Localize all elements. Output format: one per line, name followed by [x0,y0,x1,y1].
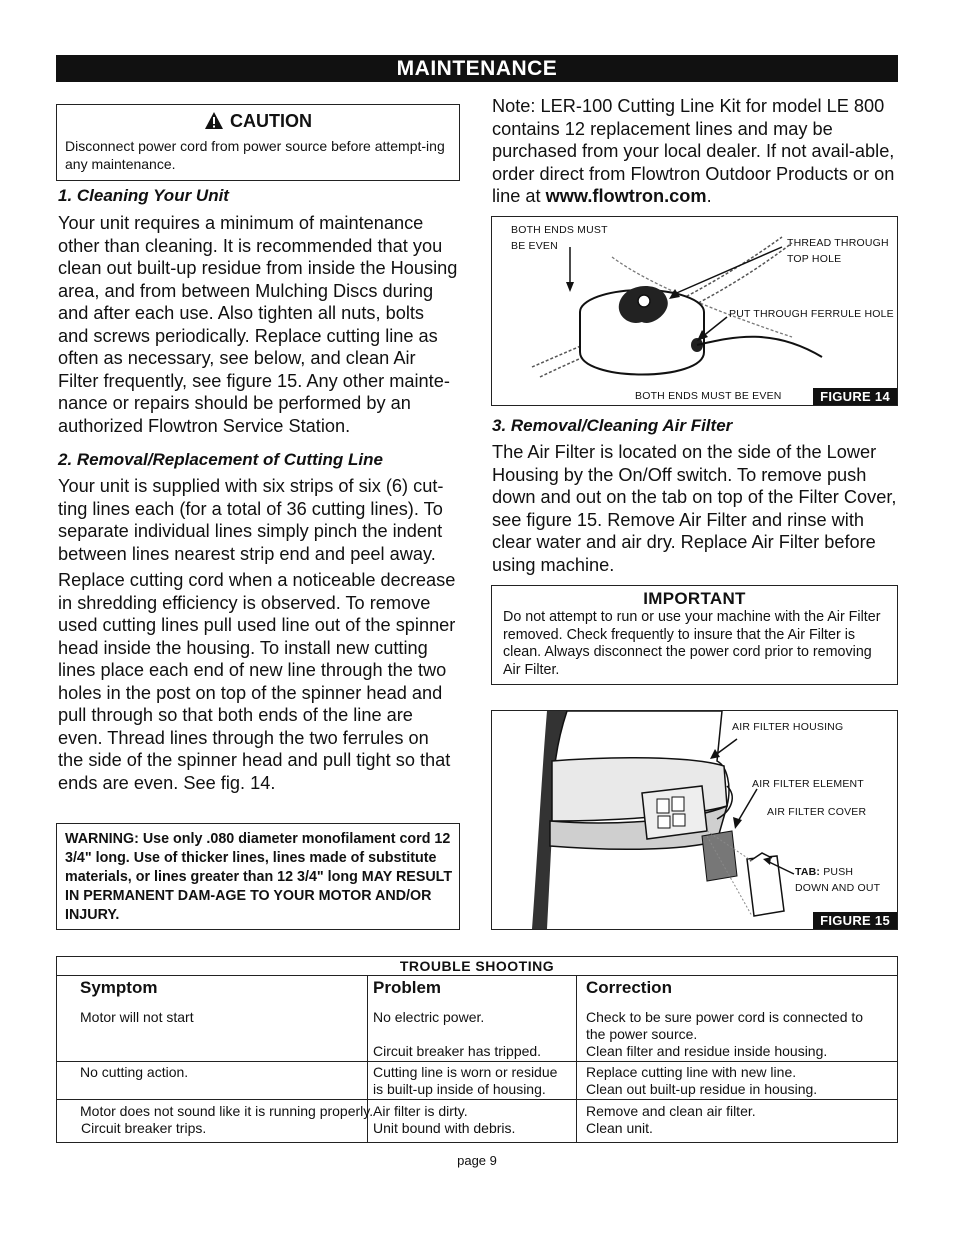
row2-problem-2: is built-up inside of housing. [373,1081,546,1097]
caution-text: Disconnect power cord from power source before attempt-ing any maintenance. [65,138,445,172]
row3-problem-2: Unit bound with debris. [373,1120,516,1136]
caution-box [56,104,460,181]
section-1-body: Your unit requires a minimum of maintenance other than cleaning. It is recommended that you clean out built-up residue from inside the Housing area, and from between Mulching Discs during and after each use. Also tighten all nuts, bolts and screws periodically. Replace cutting line as often as necessary, see below, and clean Air Filter frequently, see figure 15. Any other mainte-nance or repairs should be performed by an authorized Flowtron Service Station. [58,213,458,436]
fig14-label-thread [787,235,889,267]
row2-symptom: No cutting action. [80,1064,189,1080]
fig15-label-tab-bold: TAB: [795,866,821,878]
page-number: page 9 [457,1153,497,1168]
fig15-label-tab-line2: DOWN AND OUT [795,882,881,894]
row3-problem-1: Air filter is dirty. [373,1103,468,1119]
fig15-label-element: AIR FILTER ELEMENT [752,778,864,790]
fig15-label-tab-rest: PUSH [820,866,854,878]
row-divider [57,1099,897,1100]
air-filter-illustration [492,711,897,929]
important-title: IMPORTANT [643,589,746,608]
section-2-body-2: Replace cutting cord when a noticeable decrease in shredding efficiency is observed. To remove used cutting lines pull used line out of the spinner head inside the housing. To install new cutting lines place each end of new line through the two holes in the post on top of the spinner head and pull through so that both ends of the line are even. Thread lines through the two ferrules on the side of the spinner head and pull tight so that ends are even. See fig. 14. [58,570,456,793]
section-banner: MAINTENANCE [56,55,898,82]
note-text: Note: LER-100 Cutting Line Kit for model LE 800 contains 12 replacement lines and may be purchased from your local dealer. If not avail-able, order direct from Flowtron Outdoor Products or on line at [492,96,895,206]
fig15-label-cover: AIR FILTER COVER [767,806,867,818]
row1-correction-2: the power source. [586,1026,698,1042]
fig14-label-both-ends [511,222,608,254]
section-3-body: The Air Filter is located on the side of the Lower Housing by the On/Off switch. To remove push down and out on the tab on top of the Filter Cover, see figure 15. Remove Air Filter and rinse with clear water and air dry. Replace Air Filter before using machine. [492,442,897,575]
note-paragraph [492,95,896,208]
fig14-label-thread-line1: THREAD THROUGH [787,237,889,249]
important-text: Do not attempt to run or use your machine with the Air Filter removed. Check frequently to insure that the Air Filter is clean. Always disconnect the power cord prior to removing Air Filter. [503,609,881,678]
warning-box [56,823,460,930]
row2-correction-2: Clean out built-up residue in housing. [586,1081,818,1097]
row3-correction-2: Clean unit. [586,1120,653,1136]
warning-triangle-icon [204,111,224,130]
row2-correction-1: Replace cutting line with new line. [586,1064,797,1080]
row1-problem-1: No electric power. [373,1009,485,1025]
row1-problem-2: Circuit breaker has tripped. [373,1043,542,1059]
fig15-label-tab-line1 [795,864,880,880]
section-2-heading: 2. Removal/Replacement of Cutting Line [58,450,383,469]
row3-correction-1: Remove and clean air filter. [586,1103,756,1119]
section-2-body-1: Your unit is supplied with six strips of six (6) cut-ting lines each (for a total of 36 cutting lines). To separate individual lines simply pinch the indent between lines nearest strip end and peel away. [58,476,444,564]
important-box [491,585,898,685]
section-3-heading: 3. Removal/Cleaning Air Filter [492,416,733,435]
section-1-heading: 1. Cleaning Your Unit [58,186,229,205]
figure-15-tag: FIGURE 15 [813,912,897,929]
row-divider [57,1061,897,1062]
troubleshooting-title: TROUBLE SHOOTING [57,957,897,976]
warning-text: WARNING: Use only .080 diameter monofilament cord 12 3/4" long. Use of thicker lines, lines made of substitute materials, or lines greater than 12 3/4" long MAY RESULT IN PERMANENT DAM-AGE TO YOUR MOTOR AND/OR INJURY. [65,831,453,923]
row1-correction-1: Check to be sure power cord is connected to [586,1009,864,1025]
row3-symptom-1: Motor does not sound like it is running properly. [80,1103,374,1119]
fig15-label-housing: AIR FILTER HOUSING [732,721,844,733]
website-link[interactable]: www.flowtron.com [545,186,707,206]
fig14-label-bottom: BOTH ENDS MUST BE EVEN [635,390,782,402]
caution-title: CAUTION [230,111,312,131]
fig14-label-both-ends-line2: BE EVEN [511,240,558,252]
row3-symptom-2: Circuit breaker trips. [81,1120,207,1136]
figure-14 [491,216,898,406]
note-end: . [706,186,712,206]
troubleshooting-table [56,956,898,1143]
fig15-label-tab [795,864,880,896]
figure-15 [491,710,898,930]
fig14-label-ferrule: PUT THROUGH FERRULE HOLE [729,308,894,320]
fig14-label-both-ends-line1: BOTH ENDS MUST [511,224,608,236]
column-divider [576,976,577,1142]
caution-heading [57,111,459,132]
header-symptom: Symptom [80,978,158,997]
figure-14-tag: FIGURE 14 [813,388,897,405]
row2-problem-1: Cutting line is worn or residue [373,1064,558,1080]
row1-correction-3: Clean filter and residue inside housing. [586,1043,828,1059]
header-problem: Problem [373,978,442,997]
header-correction: Correction [586,978,672,997]
row1-symptom: Motor will not start [80,1009,194,1025]
fig14-label-thread-line2: TOP HOLE [787,253,842,265]
